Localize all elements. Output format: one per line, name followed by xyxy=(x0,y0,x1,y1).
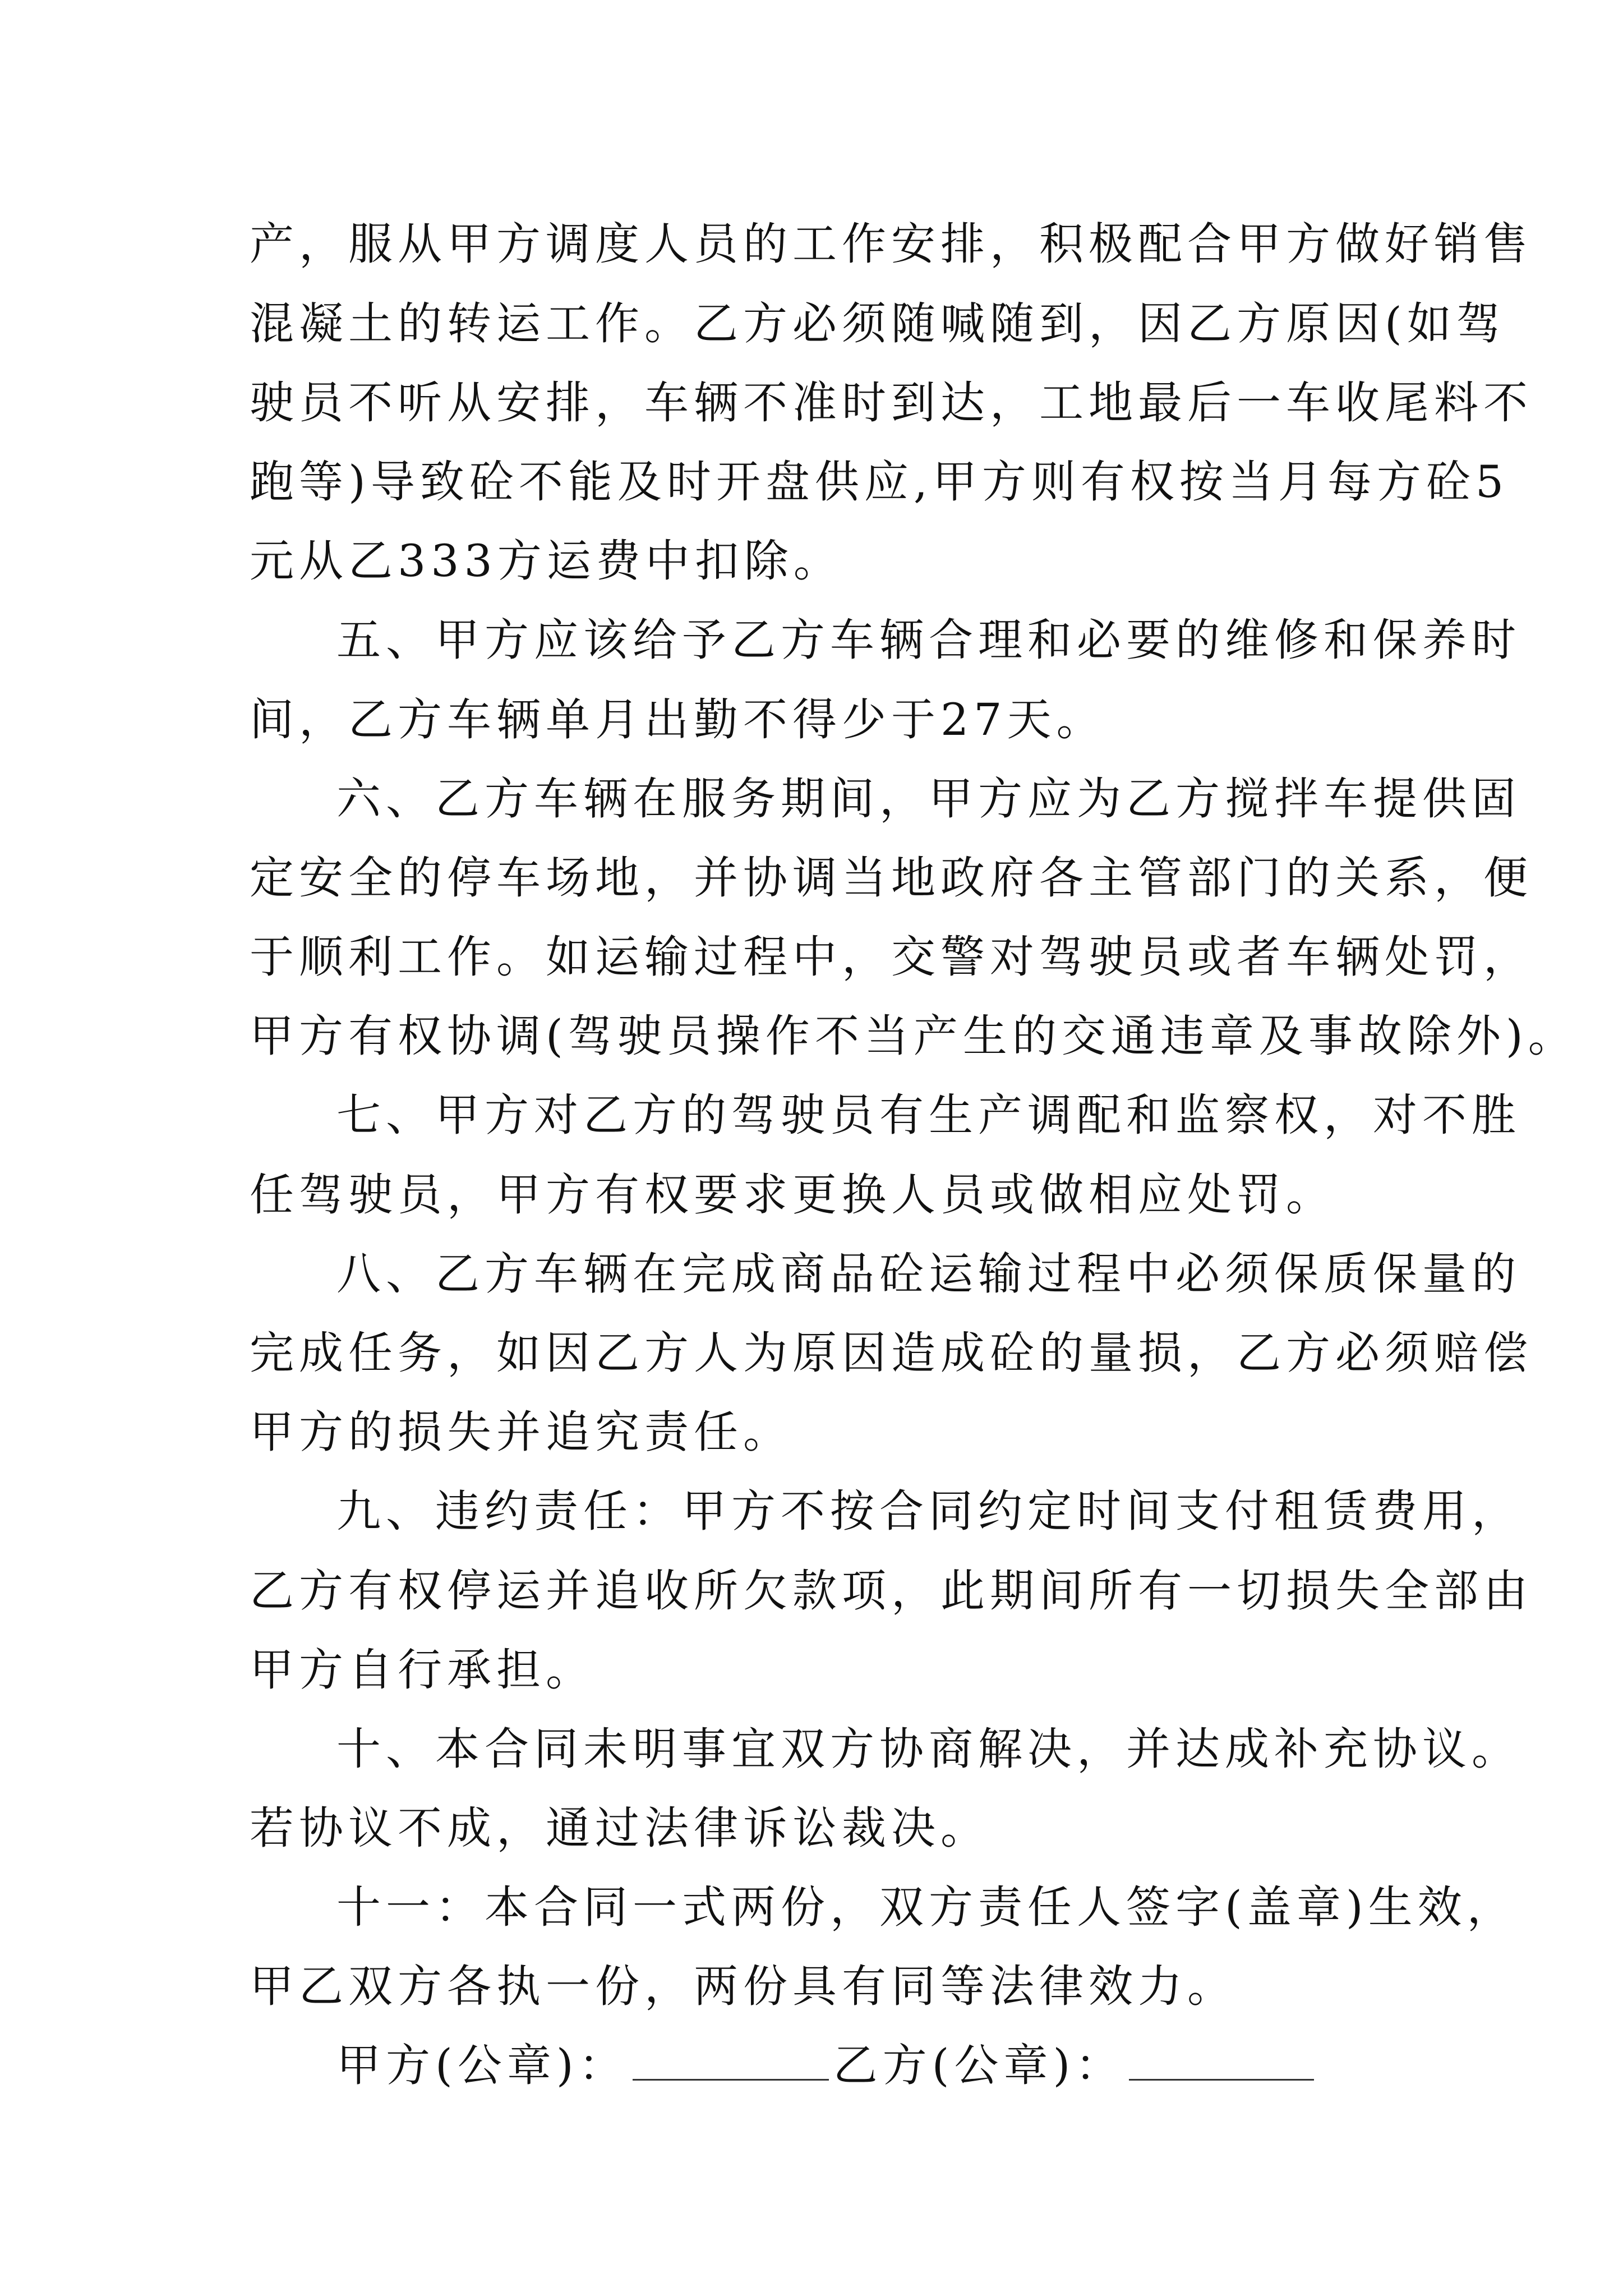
party-a-seal-blank xyxy=(633,2040,829,2081)
text-line: 任驾驶员，甲方有权要求更换人员或做相应处罚。 xyxy=(250,1169,1335,1221)
clause-5-line: 五、甲方应该给予乙方车辆合理和必要的维修和保养时 xyxy=(336,614,1521,666)
clause-6-line: 六、乙方车辆在服务期间，甲方应为乙方搅拌车提供固 xyxy=(336,773,1521,825)
party-a-seal-label: 甲方(公章)： xyxy=(336,2040,628,2091)
clause-11-line: 十一：本合同一式两份，双方责任人签字(盖章)生效， xyxy=(336,1881,1516,1933)
text-line: 乙方有权停运并追收所欠款项，此期间所有一切损失全部由 xyxy=(250,1565,1533,1617)
text-line: 产，服从甲方调度人员的工作安排，积极配合甲方做好销售 xyxy=(250,218,1533,270)
clause-9-line: 九、违约责任：甲方不按合同约定时间支付租赁费用， xyxy=(336,1485,1521,1537)
text-line: 于顺利工作。如运输过程中，交警对驾驶员或者车辆处罚， xyxy=(250,931,1533,983)
clause-10-line: 十、本合同未明事宜双方协商解决，并达成补充协议。 xyxy=(336,1723,1521,1775)
text-line: 混凝土的转运工作。乙方必须随喊随到，因乙方原因(如驾 xyxy=(250,298,1506,349)
clause-7-line: 七、甲方对乙方的驾驶员有生产调配和监察权，对不胜 xyxy=(336,1089,1521,1141)
text-line: 若协议不成，通过法律诉讼裁决。 xyxy=(250,1802,990,1854)
party-b-seal-label: 乙方(公章)： xyxy=(833,2040,1125,2091)
clause-8-line: 八、乙方车辆在完成商品砼运输过程中必须保质保量的 xyxy=(336,1248,1521,1300)
party-b-seal-blank xyxy=(1129,2040,1314,2081)
text-line: 驶员不听从安排，车辆不准时到达，工地最后一车收尾料不 xyxy=(250,377,1533,429)
text-line: 甲乙双方各执一份，两份具有同等法律效力。 xyxy=(250,1961,1237,2012)
text-line: 完成任务，如因乙方人为原因造成砼的量损，乙方必须赔偿 xyxy=(250,1327,1533,1379)
text-line: 甲方的损失并追究责任。 xyxy=(250,1406,792,1458)
text-line: 跑等)导致砼不能及时开盘供应,甲方则有权按当月每方砼5 xyxy=(250,456,1509,508)
text-line: 元从乙333方运费中扣除。 xyxy=(250,535,843,587)
signature-line xyxy=(336,2037,1318,2093)
text-line: 间，乙方车辆单月出勤不得少于27天。 xyxy=(250,694,1106,746)
text-line: 甲方有权协调(驾驶员操作不当产生的交通违章及事故除外)。 xyxy=(250,1010,1578,1062)
text-line: 甲方自行承担。 xyxy=(250,1644,595,1696)
text-line: 定安全的停车场地，并协调当地政府各主管部门的关系，便 xyxy=(250,852,1533,904)
